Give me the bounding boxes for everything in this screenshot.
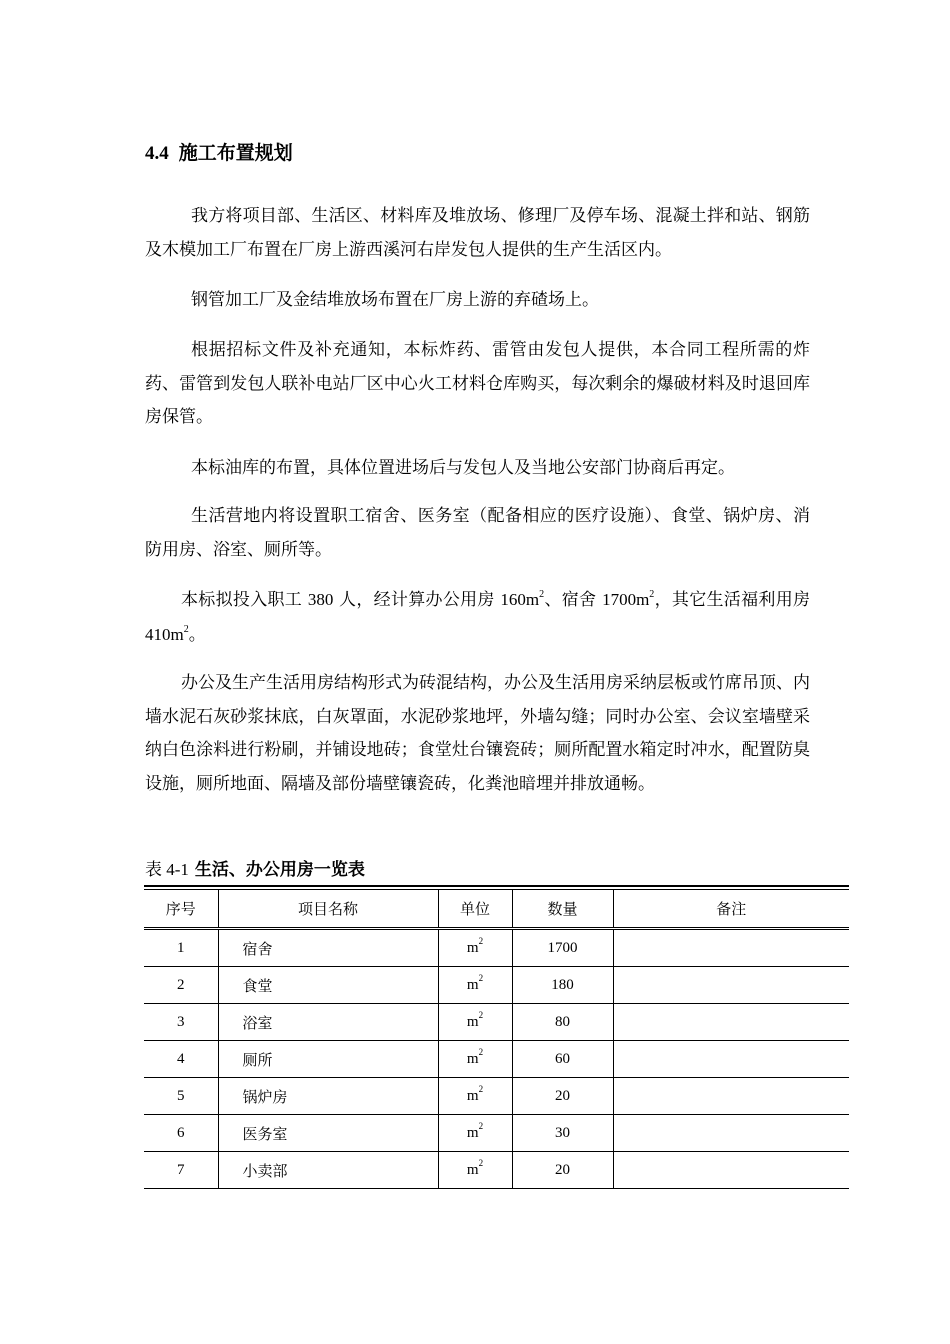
- paragraph-explosives: 根据招标文件及补充通知，本标炸药、雷管由发包人提供，本合同工程所需的炸药、雷管到发包人联补电站厂区中心火工材料仓库购买，每次剩余的爆破材料及时退回库房保管。: [145, 340, 810, 427]
- table-row: [144, 1152, 849, 1189]
- row-qty: 20: [512, 1078, 613, 1115]
- row-qty: 20: [512, 1152, 613, 1189]
- unit-base: m: [466, 1087, 479, 1104]
- header-name: 项目名称: [218, 890, 438, 929]
- paragraph-building-structure: 办公及生产生活用房结构形式为砖混结构，办公及生活用房采纳层板或竹席吊顶、内墙水泥石灰砂浆抹底，白灰罩面，水泥砂浆地坪，外墙勾缝；同时办公室、会议室墙壁采纳白色涂料进行粉刷，并铺设地砖；食堂灶台镶瓷砖；厕所配置水箱定时冲水，配置防臭设施，厕所地面、隔墙及部份墙壁镶瓷砖，化粪池暗埋并排放通畅。: [145, 673, 810, 794]
- staff-text-2: 人，经计算办公用房: [333, 590, 501, 610]
- row-no: 6: [144, 1115, 218, 1152]
- row-no: 2: [144, 967, 218, 1004]
- unit-base: m: [466, 976, 479, 993]
- row-no: 7: [144, 1152, 218, 1189]
- row-unit: [438, 929, 512, 967]
- unit-sup: 2: [478, 1120, 484, 1131]
- table-row: [144, 1004, 849, 1041]
- unit-sup: 2: [478, 1157, 484, 1168]
- header-unit: 单位: [438, 890, 512, 929]
- unit-sup: 2: [478, 1009, 484, 1020]
- row-note: [613, 967, 849, 1004]
- unit-sup: 2: [478, 972, 484, 983]
- row-note: [613, 929, 849, 967]
- row-name: 小卖部: [218, 1152, 438, 1189]
- staff-text-1: 本标拟投入职工: [181, 590, 308, 610]
- section-title: 施工布置规划: [178, 142, 293, 164]
- row-unit: [438, 1152, 512, 1189]
- table-row: [144, 967, 849, 1004]
- unit-sup: 2: [478, 1083, 484, 1094]
- row-note: [613, 1115, 849, 1152]
- welfare-area: 410m: [145, 624, 184, 644]
- table-caption-title: 生活、办公用房一览表: [194, 860, 365, 880]
- paragraph-steel-pipe-yard: 钢管加工厂及金结堆放场布置在厂房上游的弃碴场上。: [191, 290, 599, 310]
- staff-text-3: 、宿舍: [544, 590, 603, 610]
- row-no: 4: [144, 1041, 218, 1078]
- row-qty: 180: [512, 967, 613, 1004]
- unit-base: m: [466, 1013, 479, 1030]
- office-area-sup: 2: [539, 589, 545, 601]
- row-no: 5: [144, 1078, 218, 1115]
- paragraph-living-camp: 生活营地内将设置职工宿舍、医务室（配备相应的医疗设施）、食堂、锅炉房、消防用房、浴室、厕所等。: [145, 506, 810, 560]
- table-row: [144, 929, 849, 967]
- dorm-area: 1700m: [602, 590, 650, 609]
- unit-base: m: [466, 1050, 479, 1067]
- welfare-area-sup: 2: [183, 623, 189, 635]
- office-area: 160m: [500, 590, 540, 609]
- rooms-table-wrapper: [144, 885, 849, 1189]
- unit-sup: 2: [478, 935, 484, 946]
- paragraph-oil-depot: 本标油库的布置，具体位置进场后与发包人及当地公安部门协商后再定。: [191, 458, 735, 478]
- row-unit: [438, 1115, 512, 1152]
- row-name: 宿舍: [218, 929, 438, 967]
- rooms-table: [144, 890, 849, 1189]
- table-top-rule: [144, 885, 849, 887]
- unit-base: m: [466, 1161, 479, 1178]
- row-name: 医务室: [218, 1115, 438, 1152]
- section-heading: [145, 138, 293, 165]
- staff-count: 380: [307, 590, 334, 609]
- staff-text-5: 。: [188, 624, 206, 645]
- table-row: [144, 1115, 849, 1152]
- row-qty: 1700: [512, 929, 613, 967]
- table-caption: [145, 855, 365, 880]
- staff-text-4: ，其它生活福利用房: [654, 590, 810, 610]
- section-number: 4.4: [145, 143, 169, 164]
- row-unit: [438, 1004, 512, 1041]
- row-name: 浴室: [218, 1004, 438, 1041]
- row-unit: [438, 1078, 512, 1115]
- row-note: [613, 1041, 849, 1078]
- row-name: 锅炉房: [218, 1078, 438, 1115]
- row-qty: 60: [512, 1041, 613, 1078]
- row-unit: [438, 1041, 512, 1078]
- header-no: 序号: [144, 890, 218, 929]
- header-note: 备注: [613, 890, 849, 929]
- paragraph-site-layout: 我方将项目部、生活区、材料库及堆放场、修理厂及停车场、混凝土拌和站、钢筋及木模加工厂布置在厂房上游西溪河右岸发包人提供的生产生活区内。: [145, 206, 810, 260]
- row-name: 食堂: [218, 967, 438, 1004]
- row-qty: 80: [512, 1004, 613, 1041]
- table-header-row: [144, 890, 849, 929]
- header-qty: 数量: [512, 890, 613, 929]
- row-name: 厕所: [218, 1041, 438, 1078]
- row-qty: 30: [512, 1115, 613, 1152]
- unit-sup: 2: [478, 1046, 484, 1057]
- row-unit: [438, 967, 512, 1004]
- row-note: [613, 1152, 849, 1189]
- row-note: [613, 1078, 849, 1115]
- row-no: 1: [144, 929, 218, 967]
- table-row: [144, 1041, 849, 1078]
- unit-base: m: [466, 939, 479, 956]
- row-note: [613, 1004, 849, 1041]
- table-caption-label: 表 4-1: [145, 860, 189, 879]
- unit-base: m: [466, 1124, 479, 1141]
- paragraph-staff-housing: [145, 583, 810, 652]
- row-no: 3: [144, 1004, 218, 1041]
- dorm-area-sup: 2: [649, 589, 655, 601]
- table-row: [144, 1078, 849, 1115]
